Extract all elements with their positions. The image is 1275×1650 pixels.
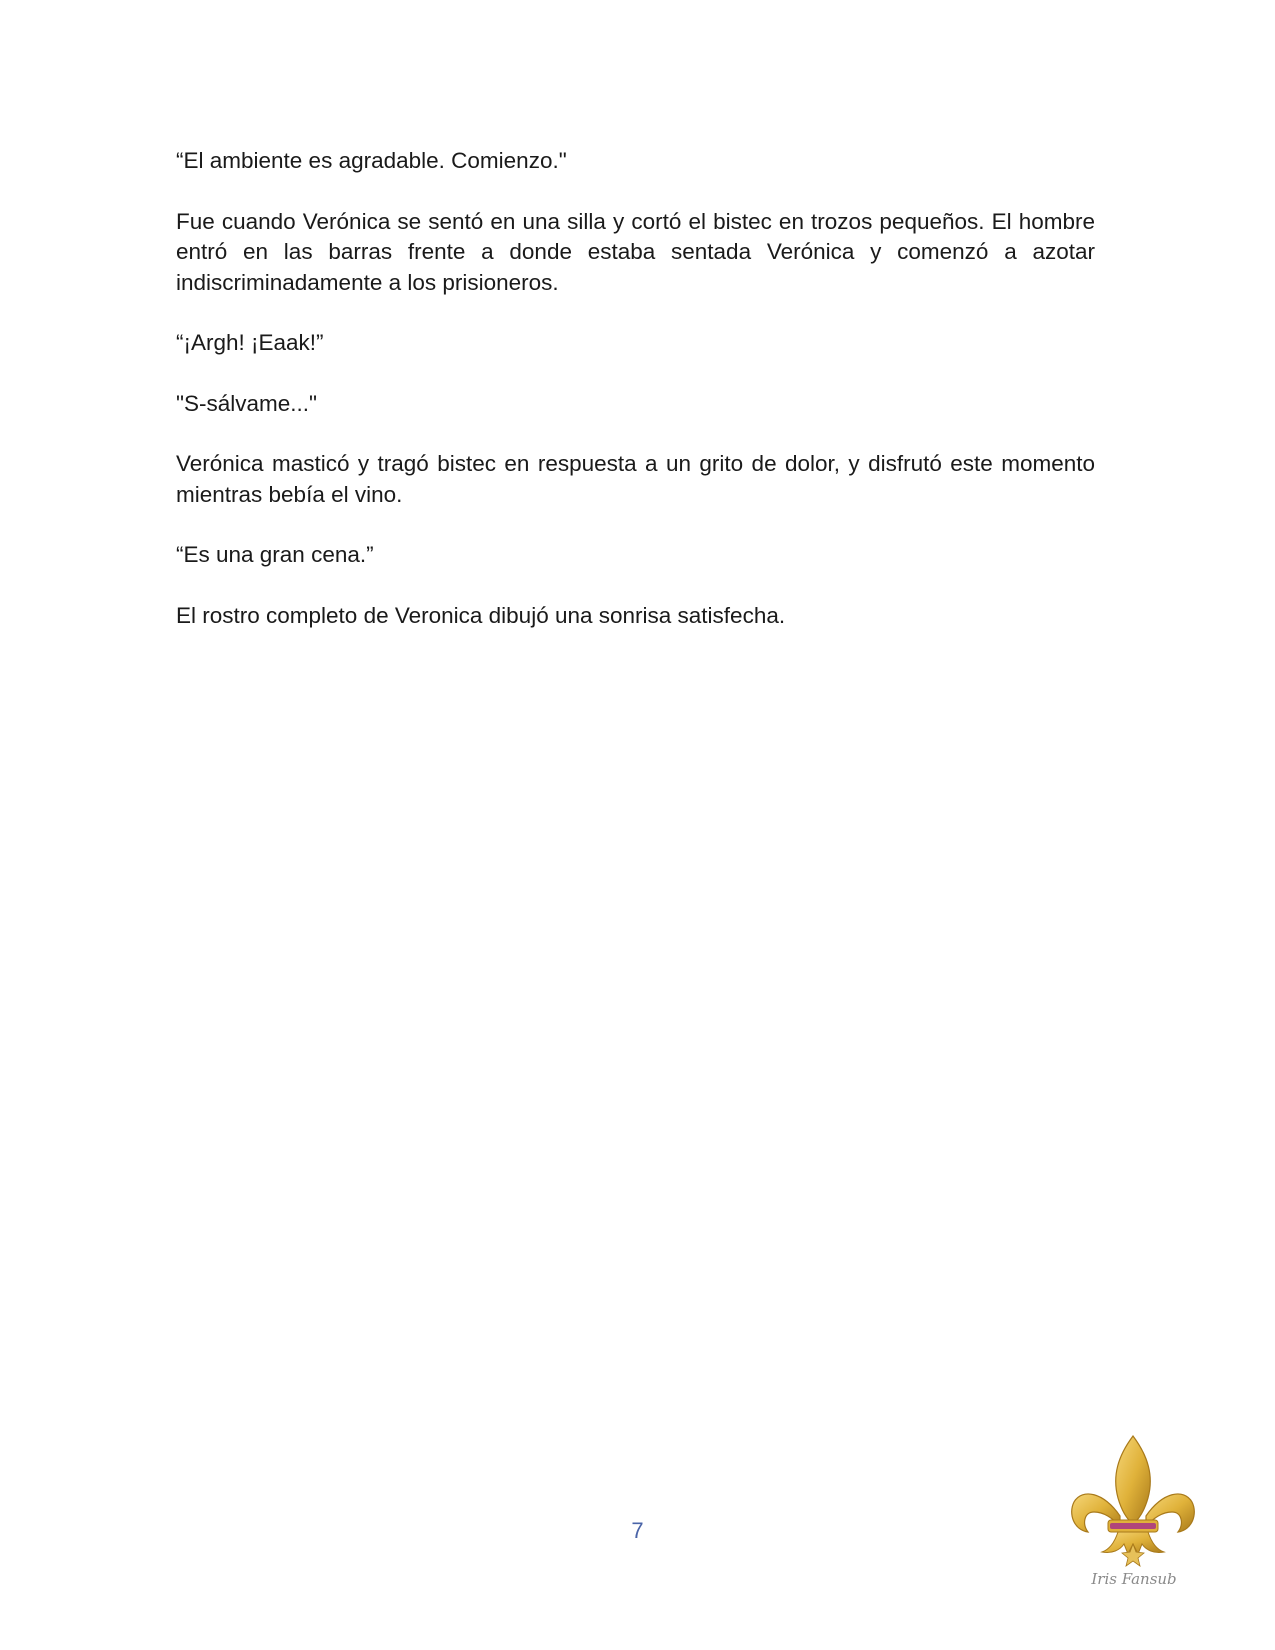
paragraph-1: “El ambiente es agradable. Comienzo." xyxy=(176,148,567,173)
paragraph-7: El rostro completo de Veronica dibujó una sonrisa satisfecha. xyxy=(176,602,786,628)
paragraph-5: Verónica masticó y tragó bistec en respuesta a un grito de dolor, y disfrutó este momento mientras bebía el vino. xyxy=(176,451,1095,507)
paragraph-2: Fue cuando Verónica se sentó en una silla y cortó el bistec en trozos pequeños. El hombre entró en las barras frente a donde estaba sentada Verónica y comenzó a azotar indiscriminadamente a los prisioneros. xyxy=(176,208,1095,295)
paragraph-4: "S-sálvame..." xyxy=(176,390,318,416)
document-body xyxy=(176,146,1095,661)
paragraph-3: “¡Argh! ¡Eaak!” xyxy=(176,330,324,355)
fleur-de-lis-icon xyxy=(1068,1432,1198,1592)
fansub-signature: Iris Fansub xyxy=(1091,1570,1177,1588)
page-number: 7 xyxy=(631,1518,644,1543)
fansub-logo xyxy=(1068,1432,1198,1592)
paragraph-6: “Es una gran cena.” xyxy=(176,542,374,567)
